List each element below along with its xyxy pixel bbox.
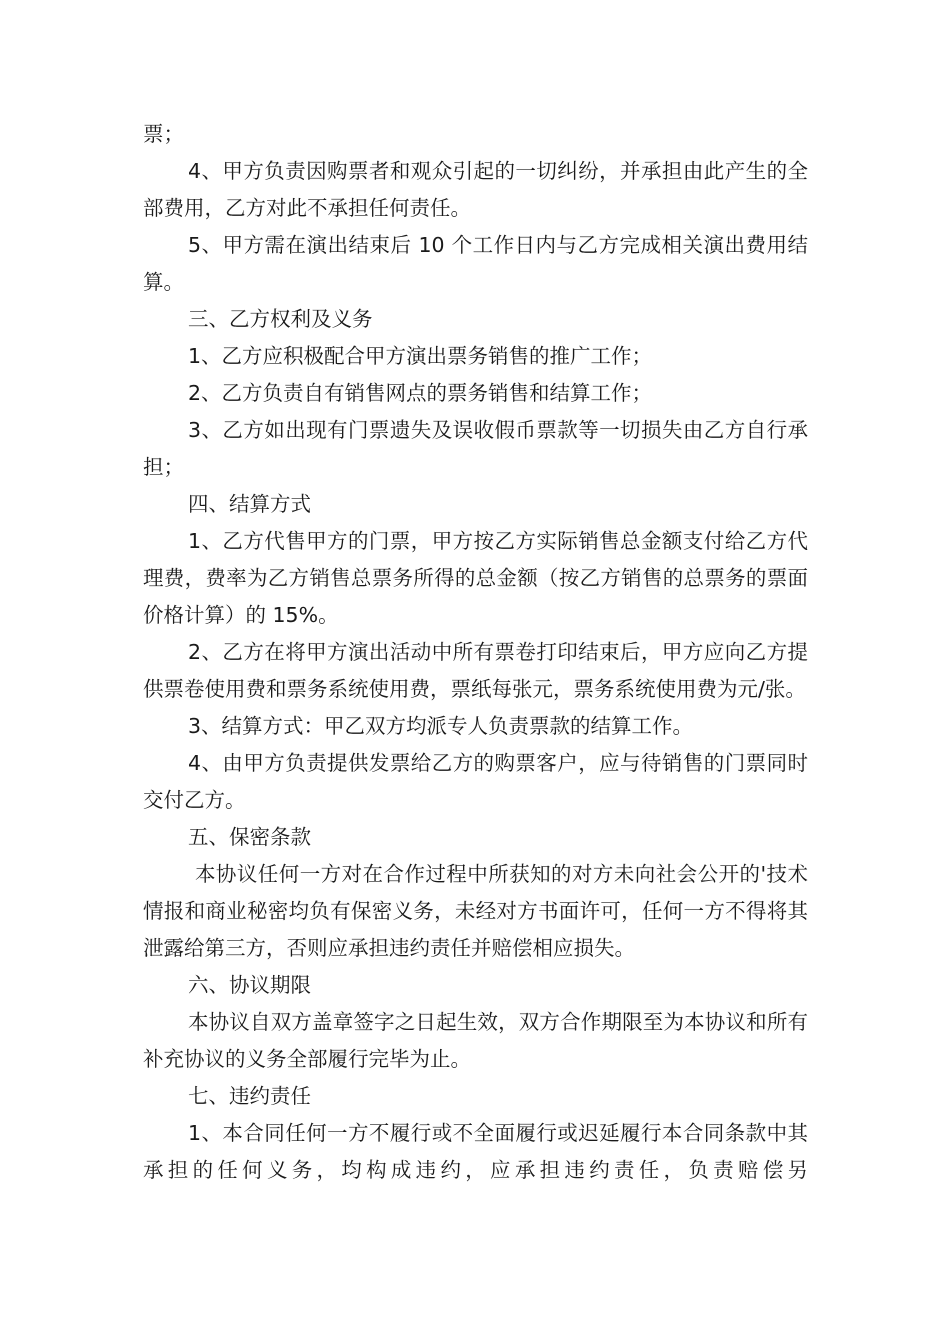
clause-paragraph: 1、乙方应积极配合甲方演出票务销售的推广工作； [188,344,653,368]
clause-paragraph: 5、甲方需在演出结束后 10 个工作日内与乙方完成相关演出费用结算。 [143,233,808,294]
clause-paragraph: 2、乙方负责自有销售网点的票务销售和结算工作； [188,381,653,405]
clause-paragraph: 4、由甲方负责提供发票给乙方的购票客户，应与待销售的门票同时交付乙方。 [143,751,808,812]
clause-paragraph: 本协议任何一方对在合作过程中所获知的对方未向社会公开的'技术情报和商业秘密均负有保密义务，未经对方书面许可，任何一方不得将其泄露给第三方，否则应承担违约责任并赔偿相应损失。 [143,862,808,960]
clause-paragraph: 4、甲方负责因购票者和观众引起的一切纠纷，并承担由此产生的全部费用，乙方对此不承担任何责任。 [143,159,808,220]
clause-paragraph: 3、结算方式：甲乙双方均派专人负责票款的结算工作。 [188,714,694,738]
clause-paragraph: 本协议自双方盖章签字之日起生效，双方合作期限至为本协议和所有补充协议的义务全部履行完毕为止。 [143,1010,808,1071]
clause-paragraph: 1、乙方代售甲方的门票，甲方按乙方实际销售总金额支付给乙方代理费，费率为乙方销售总票务所得的总金额（按乙方销售的总票务的票面价格计算）的 15%。 [143,529,808,627]
clause-paragraph: 3、乙方如出现有门票遗失及误收假币票款等一切损失由乙方自行承担； [143,418,808,479]
section-heading: 七、违约责任 [188,1084,311,1108]
section-heading: 四、结算方式 [188,492,311,516]
clause-paragraph: 1、本合同任何一方不履行或不全面履行或迟延履行本合同条款中其承担的任何义务，均构成违约，应承担违约责任，负责赔偿另 [143,1121,808,1182]
paragraph-continuation: 票； [143,122,184,146]
section-heading: 三、乙方权利及义务 [188,307,373,331]
section-heading: 五、保密条款 [188,825,311,849]
section-heading: 六、协议期限 [188,973,311,997]
document-body [143,116,808,1189]
clause-paragraph: 2、乙方在将甲方演出活动中所有票卷打印结束后，甲方应向乙方提供票卷使用费和票务系统使用费，票纸每张元，票务系统使用费为元/张。 [143,640,808,701]
